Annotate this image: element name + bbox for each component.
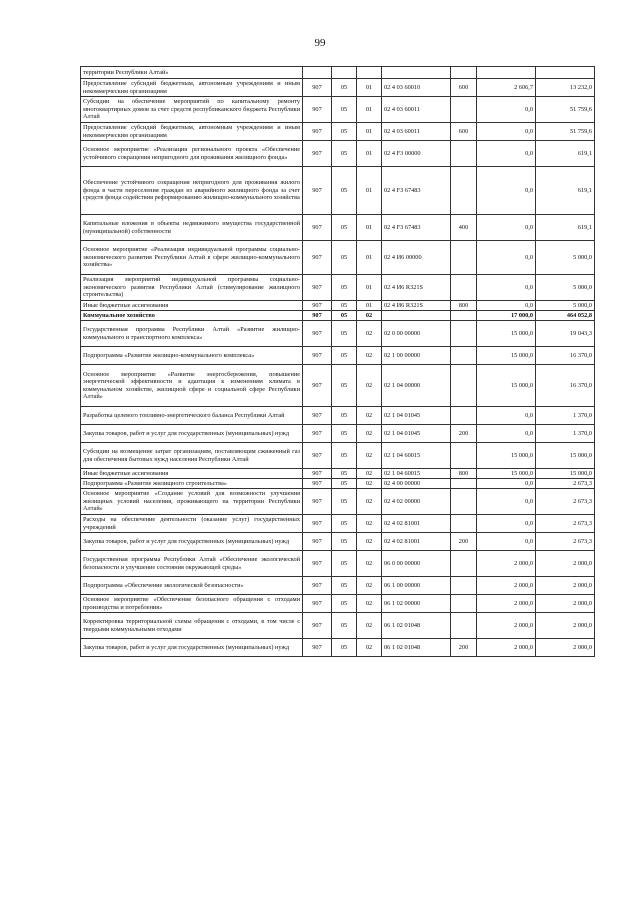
ministry-code-cell: 907	[303, 97, 332, 123]
ministry-code-cell: 907	[303, 577, 332, 595]
section-code-cell: 05	[332, 533, 357, 551]
expense-name-cell: Основное мероприятие «Создание условий для возможности улучшения жилищных условий населения, проживающего на территории Республики Алтай»	[81, 489, 303, 515]
target-article-cell: 02 4 00 00000	[382, 479, 451, 489]
expense-type-cell: 600	[451, 123, 477, 141]
amount-change-cell: 0,0	[477, 215, 536, 241]
amount-change-cell: 0,0	[477, 275, 536, 301]
amount-change-cell: 0,0	[477, 241, 536, 275]
amount-change-cell: 0,0	[477, 479, 536, 489]
expense-name-cell: Иные бюджетные ассигнования	[81, 301, 303, 311]
amount-change-cell: 0,0	[477, 533, 536, 551]
section-code-cell: 05	[332, 365, 357, 407]
target-article-cell: 02 1 00 00000	[382, 347, 451, 365]
amount-total-cell: 2 673,3	[536, 489, 595, 515]
expense-type-cell	[451, 241, 477, 275]
amount-total-cell: 13 232,0	[536, 79, 595, 97]
expense-name-cell: Государственная программа Республики Алтай «Развитие жилищно-коммунального и транспортного комплекса»	[81, 321, 303, 347]
subsection-code-cell: 02	[357, 469, 382, 479]
section-code-cell: 05	[332, 215, 357, 241]
target-article-cell: 02 4 F3 67483	[382, 167, 451, 215]
amount-change-cell: 0,0	[477, 407, 536, 425]
amount-change-cell: 2 000,0	[477, 639, 536, 657]
table-row	[81, 241, 595, 275]
amount-change-cell: 0,0	[477, 489, 536, 515]
expense-name-cell: Закупка товаров, работ и услуг для государственных (муниципальных) нужд	[81, 425, 303, 443]
target-article-cell: 06 1 02 01048	[382, 639, 451, 657]
subsection-code-cell: 02	[357, 321, 382, 347]
target-article-cell: 02 4 02 00000	[382, 489, 451, 515]
expense-type-cell	[451, 141, 477, 167]
subsection-code-cell: 01	[357, 215, 382, 241]
amount-total-cell: 619,1	[536, 215, 595, 241]
amount-change-cell: 0,0	[477, 123, 536, 141]
table-row	[81, 365, 595, 407]
subsection-code-cell: 02	[357, 407, 382, 425]
amount-total-cell: 2 000,0	[536, 613, 595, 639]
target-article-cell: 02 4 03 60010	[382, 79, 451, 97]
section-code-cell: 05	[332, 241, 357, 275]
section-code-cell	[332, 67, 357, 79]
amount-total-cell: 2 673,3	[536, 515, 595, 533]
expense-name-cell: Государственная программа Республики Алтай «Обеспечение экологической безопасности и улучшение состояния окружающей среды»	[81, 551, 303, 577]
expense-name-cell: Закупка товаров, работ и услуг для государственных (муниципальных) нужд	[81, 639, 303, 657]
ministry-code-cell: 907	[303, 443, 332, 469]
expense-name-cell: Основное мероприятие «Развитие энергосбережения, повышение энергетической эффективности и адаптация к изменениям климата в коммунальном хозяйстве, жилищной сфере и социальной сфере Республики Алтай»	[81, 365, 303, 407]
expense-type-cell	[451, 97, 477, 123]
section-code-cell: 05	[332, 301, 357, 311]
expense-type-cell	[451, 321, 477, 347]
amount-total-cell: 2 000,0	[536, 595, 595, 613]
table-row	[81, 551, 595, 577]
expense-type-cell	[451, 479, 477, 489]
ministry-code-cell: 907	[303, 613, 332, 639]
subsection-code-cell: 02	[357, 425, 382, 443]
expense-type-cell	[451, 595, 477, 613]
ministry-code-cell: 907	[303, 215, 332, 241]
amount-total-cell: 2 000,0	[536, 551, 595, 577]
table-row	[81, 67, 595, 79]
target-article-cell: 06 1 02 01048	[382, 613, 451, 639]
ministry-code-cell: 907	[303, 551, 332, 577]
amount-total-cell: 5 000,0	[536, 301, 595, 311]
target-article-cell: 02 4 И6 R321S	[382, 301, 451, 311]
subsection-code-cell: 02	[357, 613, 382, 639]
expense-name-cell: Реализация мероприятий индивидуальной программы социально-экономического развития Республики Алтай (стимулирование жилищного строительства)	[81, 275, 303, 301]
ministry-code-cell: 907	[303, 141, 332, 167]
table-row	[81, 613, 595, 639]
expense-type-cell	[451, 407, 477, 425]
amount-total-cell: 2 673,3	[536, 533, 595, 551]
subsection-code-cell: 02	[357, 515, 382, 533]
target-article-cell: 02 0 00 00000	[382, 321, 451, 347]
expense-name-cell: Расходы на обеспечение деятельности (оказание услуг) государственных учреждений	[81, 515, 303, 533]
expense-name-cell: Основное мероприятие «Обеспечение безопасного обращения с отходами производства и потребления»	[81, 595, 303, 613]
section-code-cell: 05	[332, 321, 357, 347]
expense-name-cell: Закупка товаров, работ и услуг для государственных (муниципальных) нужд	[81, 533, 303, 551]
expense-name-cell: Обеспечение устойчивого сокращения непригодного для проживания жилого фонда в части переселения граждан из аварийного жилищного фонда за счет средств фонда содействия реформированию жилищно-коммунального хозяйства	[81, 167, 303, 215]
expense-name-cell: Корректировка территориальной схемы обращения с отходами, в том числе с твердыми коммунальными отходами	[81, 613, 303, 639]
expense-type-cell	[451, 67, 477, 79]
amount-total-cell: 2 000,0	[536, 639, 595, 657]
amount-change-cell: 0,0	[477, 425, 536, 443]
ministry-code-cell: 907	[303, 489, 332, 515]
ministry-code-cell: 907	[303, 639, 332, 657]
section-code-cell: 05	[332, 407, 357, 425]
expense-type-cell: 200	[451, 425, 477, 443]
table-row	[81, 275, 595, 301]
expense-type-cell	[451, 275, 477, 301]
table-row	[81, 533, 595, 551]
expense-type-cell: 200	[451, 639, 477, 657]
ministry-code-cell: 907	[303, 123, 332, 141]
ministry-code-cell: 907	[303, 301, 332, 311]
subsection-code-cell: 02	[357, 551, 382, 577]
subsection-code-cell: 01	[357, 123, 382, 141]
expense-name-cell: территории Республики Алтай»	[81, 67, 303, 79]
expense-type-cell	[451, 365, 477, 407]
table-row	[81, 79, 595, 97]
ministry-code-cell: 907	[303, 311, 332, 321]
table-row	[81, 301, 595, 311]
expense-type-cell	[451, 311, 477, 321]
budget-table	[80, 66, 595, 657]
section-code-cell: 05	[332, 613, 357, 639]
expense-type-cell	[451, 443, 477, 469]
amount-total-cell: 619,1	[536, 167, 595, 215]
section-code-cell: 05	[332, 311, 357, 321]
table-row	[81, 141, 595, 167]
expense-type-cell	[451, 347, 477, 365]
subsection-code-cell: 02	[357, 595, 382, 613]
target-article-cell: 02 4 03 60011	[382, 123, 451, 141]
page-number: 99	[314, 37, 326, 49]
amount-total-cell: 5 000,0	[536, 241, 595, 275]
amount-total-cell: 15 000,0	[536, 469, 595, 479]
table-row	[81, 639, 595, 657]
section-code-cell: 05	[332, 97, 357, 123]
expense-type-cell: 400	[451, 215, 477, 241]
subsection-code-cell: 02	[357, 533, 382, 551]
expense-type-cell	[451, 167, 477, 215]
ministry-code-cell: 907	[303, 479, 332, 489]
expense-name-cell: Коммунальное хозяйство	[81, 311, 303, 321]
expense-name-cell: Подпрограмма «Развитие жилищно-коммунального комплекса»	[81, 347, 303, 365]
section-code-cell: 05	[332, 515, 357, 533]
ministry-code-cell	[303, 67, 332, 79]
subsection-code-cell: 02	[357, 311, 382, 321]
amount-change-cell: 15 000,0	[477, 365, 536, 407]
amount-change-cell: 15 000,0	[477, 321, 536, 347]
amount-total-cell: 16 370,0	[536, 365, 595, 407]
expense-name-cell: Субсидии на возмещение затрат организациям, поставляющим сжиженный газ для обеспечения бытовых нужд населения Республики Алтай	[81, 443, 303, 469]
section-code-cell: 05	[332, 79, 357, 97]
subsection-code-cell: 02	[357, 347, 382, 365]
target-article-cell: 02 4 02 81001	[382, 515, 451, 533]
ministry-code-cell: 907	[303, 595, 332, 613]
expense-name-cell: Основное мероприятие «Реализация индивидуальной программы социально-экономического развития Республики Алтай в сфере жилищно-коммунального хозяйства»	[81, 241, 303, 275]
amount-change-cell: 0,0	[477, 167, 536, 215]
ministry-code-cell: 907	[303, 275, 332, 301]
expense-type-cell: 600	[451, 79, 477, 97]
table-row	[81, 347, 595, 365]
amount-change-cell: 17 000,0	[477, 311, 536, 321]
table-row	[81, 123, 595, 141]
expense-name-cell: Иные бюджетные ассигнования	[81, 469, 303, 479]
target-article-cell: 02 4 02 81001	[382, 533, 451, 551]
ministry-code-cell: 907	[303, 425, 332, 443]
subsection-code-cell: 02	[357, 365, 382, 407]
target-article-cell: 06 1 00 00000	[382, 577, 451, 595]
table-row	[81, 407, 595, 425]
amount-change-cell: 2 000,0	[477, 551, 536, 577]
table-row	[81, 311, 595, 321]
target-article-cell: 06 0 00 00000	[382, 551, 451, 577]
target-article-cell: 02 4 И6 R321S	[382, 275, 451, 301]
expense-type-cell	[451, 613, 477, 639]
amount-change-cell: 2 000,0	[477, 595, 536, 613]
target-article-cell: 02 1 04 60015	[382, 443, 451, 469]
expense-name-cell: Подпрограмма «Обеспечение экологической безопасности»	[81, 577, 303, 595]
ministry-code-cell: 907	[303, 469, 332, 479]
table-row	[81, 489, 595, 515]
target-article-cell: 02 1 04 01045	[382, 425, 451, 443]
subsection-code-cell: 01	[357, 301, 382, 311]
subsection-code-cell: 01	[357, 79, 382, 97]
target-article-cell: 02 4 03 60011	[382, 97, 451, 123]
subsection-code-cell: 02	[357, 443, 382, 469]
amount-total-cell: 464 052,8	[536, 311, 595, 321]
section-code-cell: 05	[332, 141, 357, 167]
amount-change-cell: 0,0	[477, 515, 536, 533]
target-article-cell: 02 1 04 60015	[382, 469, 451, 479]
section-code-cell: 05	[332, 167, 357, 215]
amount-change-cell: 0,0	[477, 97, 536, 123]
amount-total-cell: 1 370,0	[536, 407, 595, 425]
amount-change-cell: 15 000,0	[477, 469, 536, 479]
table-row	[81, 215, 595, 241]
table-row	[81, 443, 595, 469]
expense-type-cell: 800	[451, 469, 477, 479]
ministry-code-cell: 907	[303, 167, 332, 215]
section-code-cell: 05	[332, 347, 357, 365]
section-code-cell: 05	[332, 425, 357, 443]
target-article-cell: 02 1 04 01045	[382, 407, 451, 425]
amount-total-cell: 2 000,0	[536, 577, 595, 595]
section-code-cell: 05	[332, 479, 357, 489]
target-article-cell	[382, 67, 451, 79]
subsection-code-cell: 01	[357, 241, 382, 275]
table-row	[81, 595, 595, 613]
table-row	[81, 425, 595, 443]
amount-total-cell: 2 673,3	[536, 479, 595, 489]
amount-total-cell: 19 043,3	[536, 321, 595, 347]
subsection-code-cell: 01	[357, 167, 382, 215]
amount-total-cell: 5 000,0	[536, 275, 595, 301]
section-code-cell: 05	[332, 551, 357, 577]
section-code-cell: 05	[332, 595, 357, 613]
amount-total-cell: 15 000,0	[536, 443, 595, 469]
expense-name-cell: Основное мероприятие «Реализация регионального проекта «Обеспечение устойчивого сокращения непригодного для проживания жилищного фонда»	[81, 141, 303, 167]
expense-type-cell	[451, 515, 477, 533]
table-row	[81, 167, 595, 215]
subsection-code-cell: 01	[357, 275, 382, 301]
section-code-cell: 05	[332, 577, 357, 595]
amount-change-cell: 2 000,0	[477, 613, 536, 639]
ministry-code-cell: 907	[303, 407, 332, 425]
subsection-code-cell: 01	[357, 97, 382, 123]
table-row	[81, 479, 595, 489]
expense-name-cell: Предоставление субсидий бюджетным, автономным учреждениям и иным некоммерческим организациям	[81, 79, 303, 97]
amount-total-cell: 51 759,6	[536, 123, 595, 141]
amount-change-cell: 2 000,0	[477, 577, 536, 595]
target-article-cell: 02 1 04 00000	[382, 365, 451, 407]
expense-type-cell: 800	[451, 301, 477, 311]
expense-type-cell	[451, 551, 477, 577]
subsection-code-cell: 02	[357, 489, 382, 515]
amount-total-cell: 16 370,0	[536, 347, 595, 365]
expense-name-cell: Капитальные вложения в объекты недвижимого имущества государственной (муниципальной) собственности	[81, 215, 303, 241]
amount-total-cell: 1 370,0	[536, 425, 595, 443]
table-row	[81, 515, 595, 533]
ministry-code-cell: 907	[303, 241, 332, 275]
section-code-cell: 05	[332, 443, 357, 469]
section-code-cell: 05	[332, 469, 357, 479]
expense-name-cell: Субсидии на обеспечение мероприятий по капитальному ремонту многоквартирных домов за счет средств республиканского бюджета Республики Алтай	[81, 97, 303, 123]
table-row	[81, 321, 595, 347]
amount-total-cell	[536, 67, 595, 79]
subsection-code-cell	[357, 67, 382, 79]
subsection-code-cell: 02	[357, 639, 382, 657]
ministry-code-cell: 907	[303, 79, 332, 97]
table-row	[81, 97, 595, 123]
amount-change-cell	[477, 67, 536, 79]
ministry-code-cell: 907	[303, 533, 332, 551]
amount-change-cell: 15 000,0	[477, 443, 536, 469]
section-code-cell: 05	[332, 639, 357, 657]
table-row	[81, 577, 595, 595]
ministry-code-cell: 907	[303, 365, 332, 407]
expense-name-cell: Разработка целевого топливно-энергетического баланса Республики Алтай	[81, 407, 303, 425]
expense-type-cell: 200	[451, 533, 477, 551]
ministry-code-cell: 907	[303, 515, 332, 533]
amount-total-cell: 51 759,6	[536, 97, 595, 123]
target-article-cell: 02 4 И6 00000	[382, 241, 451, 275]
expense-name-cell: Предоставление субсидий бюджетным, автономным учреждениям и иным некоммерческим организациям	[81, 123, 303, 141]
section-code-cell: 05	[332, 123, 357, 141]
budget-table-body	[81, 67, 595, 657]
amount-change-cell: 0,0	[477, 301, 536, 311]
section-code-cell: 05	[332, 489, 357, 515]
target-article-cell: 02 4 F3 67483	[382, 215, 451, 241]
amount-change-cell: 15 000,0	[477, 347, 536, 365]
subsection-code-cell: 02	[357, 577, 382, 595]
amount-change-cell: 0,0	[477, 141, 536, 167]
table-row	[81, 469, 595, 479]
section-code-cell: 05	[332, 275, 357, 301]
ministry-code-cell: 907	[303, 347, 332, 365]
target-article-cell: 02 4 F3 00000	[382, 141, 451, 167]
expense-type-cell	[451, 489, 477, 515]
expense-name-cell: Подпрограмма «Развитие жилищного строительства»	[81, 479, 303, 489]
target-article-cell	[382, 311, 451, 321]
subsection-code-cell: 01	[357, 141, 382, 167]
subsection-code-cell: 02	[357, 479, 382, 489]
expense-type-cell	[451, 577, 477, 595]
target-article-cell: 06 1 02 00000	[382, 595, 451, 613]
ministry-code-cell: 907	[303, 321, 332, 347]
amount-change-cell: 2 606,7	[477, 79, 536, 97]
amount-total-cell: 619,1	[536, 141, 595, 167]
